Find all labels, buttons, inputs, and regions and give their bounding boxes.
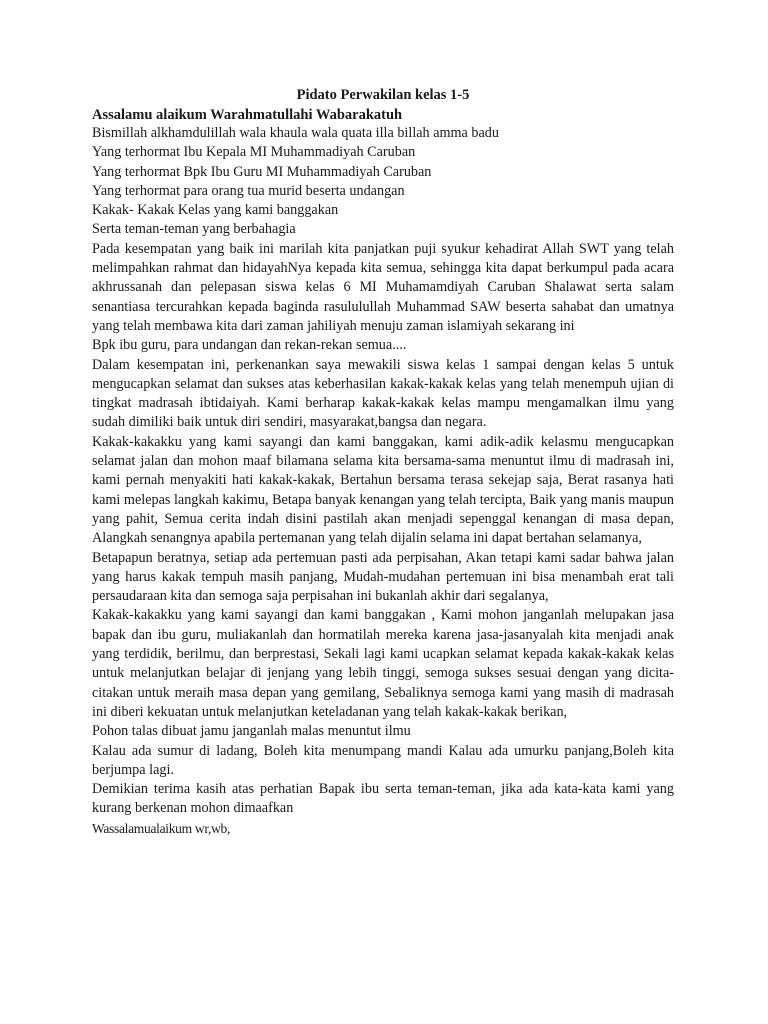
opening-line: Yang terhormat para orang tua murid beserta undangan bbox=[92, 182, 405, 199]
paragraph: Pohon talas dibuat jamu janganlah malas menuntut ilmu bbox=[92, 723, 411, 740]
paragraph: Dalam kesempatan ini, perkenankan saya mewakili siswa kelas 1 sampai dengan kelas 5 untuk mengucapkan selamat dan sukses atas keberhasilan kakak-kakak kelas yang telah menempuh ujian di tingkat madrasah ibtidaiyah. Kami berharap kakak-kakak kelas mampu mengamalkan ilmu yang sudah dimiliki baik untuk diri sendiri, masyarakat,bangsa dan negara. bbox=[92, 356, 674, 431]
paragraph: Kakak-kakakku yang kami sayangi dan kami banggakan , Kami mohon janganlah melupakan jasa bapak dan ibu guru, muliakanlah dan hormatilah mereka karena jasa-jasanyalah kita menjadi anak yang terdidik, berilmu, dan berprestasi, Sekali lagi kami ucapkan selamat kepada kakak-kakak kelas untuk melanjutkan belajar di jenjang yang lebih tinggi, semoga sukses sesuai dengan yang dicita-citakan untuk meraih masa depan yang gemilang, Sebaliknya semoga kami yang masih di madrasah ini diberi kekuatan untuk melanjutkan keteladanan yang telah kakak-kakak berikan, bbox=[92, 607, 674, 720]
opening-line: Serta teman-teman yang berbahagia bbox=[92, 221, 296, 238]
opening-line: Yang terhormat Bpk Ibu Guru MI Muhammadiyah Caruban bbox=[92, 163, 432, 180]
opening-line: Kakak- Kakak Kelas yang kami banggakan bbox=[92, 202, 339, 219]
speech-body bbox=[92, 124, 674, 838]
paragraph: Kakak-kakakku yang kami sayangi dan kami banggakan, kami adik-adik kelasmu mengucapkan selamat jalan dan mohon maaf bilamana selama kita bersama-sama menuntut ilmu di madrasah ini, kami pernah menyakiti hati kakak-kakak, Bertahun bersama terasa sekejap saja, Berat rasanya hati kami melepas langkah kakimu, Betapa banyak kenangan yang telah tercipta, Baik yang manis maupun yang pahit, Semua cerita indah disini pastilah akan menjadi sepenggal kenangan di masa depan, Alangkah senangnya apabila pertemanan yang telah dijalin selama ini dapat bertahan selamanya, bbox=[92, 433, 674, 547]
closing-salutation: Wassalamualaikum wr,wb, bbox=[92, 820, 231, 836]
paragraph: Betapapun beratnya, setiap ada pertemuan pasti ada perpisahan, Akan tetapi kami sadar bahwa jalan yang harus kakak tempuh masih panjang, Mudah-mudahan pertemuan ini bisa menambah erat tali persaudaraan kita dan semoga saja perpisahan ini bukanlah akhir dari segalanya, bbox=[92, 549, 674, 605]
paragraph: Kalau ada sumur di ladang, Boleh kita menumpang mandi Kalau ada umurku panjang,Boleh kita berjumpa lagi. bbox=[92, 742, 674, 778]
paragraph: Pada kesempatan yang baik ini marilah kita panjatkan puji syukur kehadirat Allah SWT yang telah melimpahkan rahmat dan hidayahNya kepada kita semua, sehingga kita dapat berkumpul pada acara akhrussanah dan pelepasan siswa kelas 6 MI Muhamamdiyah Caruban Shalawat serta salam senantiasa tercurahkan kepada baginda rasululullah Muhammad SAW beserta sahabat dan umatnya yang telah membawa kita dari zaman jahiliyah menuju zaman islamiyah sekarang ini bbox=[92, 240, 674, 334]
greeting: Assalamu alaikum Warahmatullahi Wabarakatuh bbox=[92, 107, 403, 123]
paragraph: Bpk ibu guru, para undangan dan rekan-rekan semua.... bbox=[92, 337, 407, 354]
paragraph: Demikian terima kasih atas perhatian Bapak ibu serta teman-teman, jika ada kata-kata kami yang kurang berkenan mohon dimaafkan bbox=[92, 781, 674, 817]
opening-line: Bismillah alkhamdulillah wala khaula wala quata illa billah amma badu bbox=[92, 125, 499, 141]
opening-line: Yang terhormat Ibu Kepala MI Muhammadiyah Caruban bbox=[92, 144, 416, 161]
document-title: Pidato Perwakilan kelas 1-5 bbox=[296, 87, 470, 103]
